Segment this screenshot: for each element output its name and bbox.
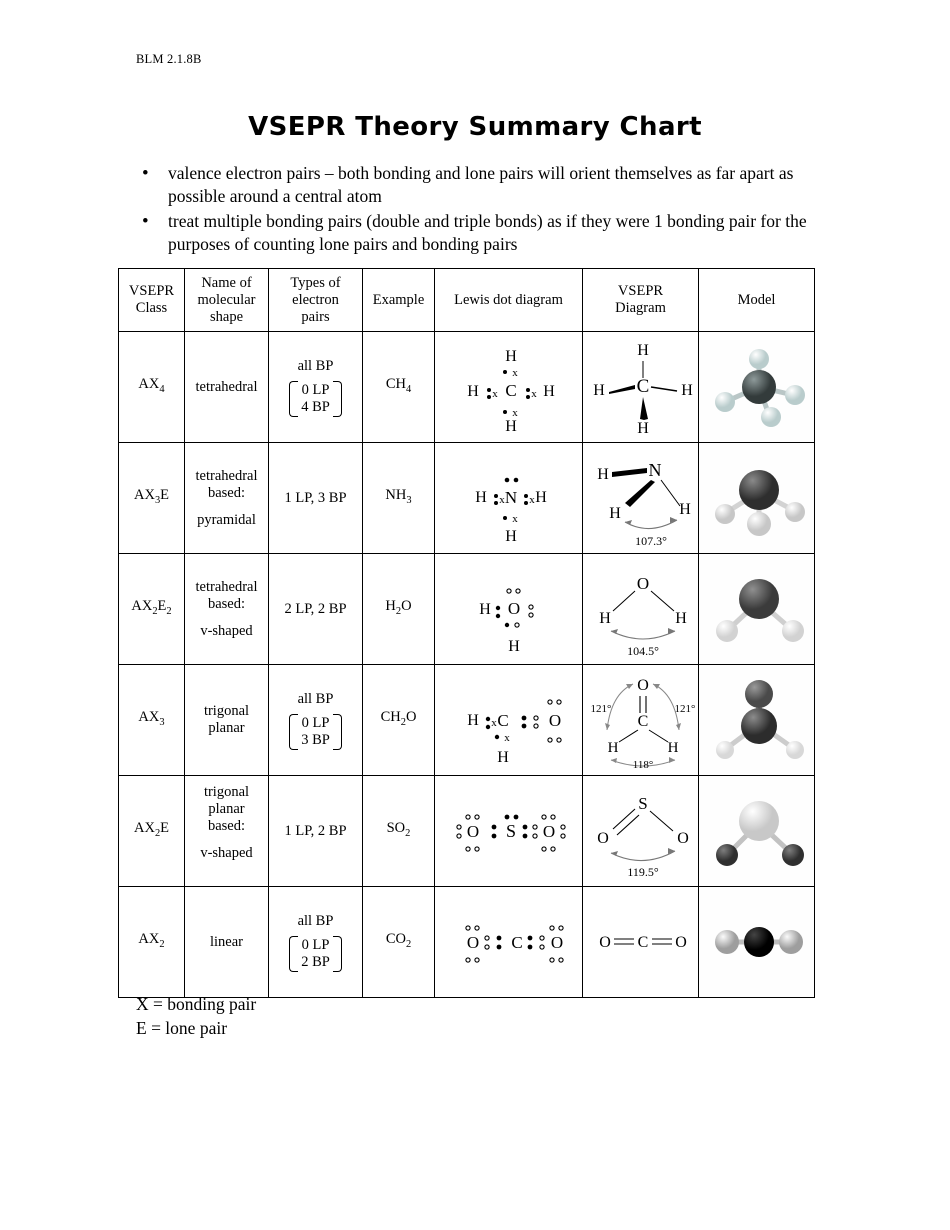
class-sub: 2	[159, 938, 165, 950]
column-header-model	[699, 269, 815, 332]
pairs-bracket	[288, 381, 343, 417]
class-base: AX	[138, 709, 160, 726]
svg-text:H: H	[535, 489, 547, 506]
class-sub: 3	[159, 716, 165, 728]
atom-label: H	[597, 466, 609, 483]
cell-shape-name	[185, 443, 269, 554]
shape-line: based:	[207, 484, 246, 501]
svg-text:x: x	[499, 494, 505, 506]
class-sub: 2	[152, 605, 158, 617]
cell-electron-pairs	[269, 665, 363, 776]
bond-angle-label: 104.5°	[627, 644, 659, 658]
bracket-line: 0 LP	[301, 936, 330, 953]
header-line: molecular	[197, 291, 256, 308]
atom-label: H	[667, 740, 679, 756]
page-title: VSEPR Theory Summary Chart	[248, 112, 702, 142]
class-sub: 3	[154, 494, 161, 506]
atom-label: O	[675, 934, 687, 951]
atom-label: O	[599, 934, 611, 951]
cell-electron-pairs	[269, 554, 363, 665]
blm-code-label: BLM 2.1.8B	[136, 52, 202, 66]
pairs-label: 2 LP, 2 BP	[284, 600, 347, 617]
shape-line: tetrahedral	[195, 578, 258, 595]
cell-model	[699, 554, 815, 665]
cell-example-formula	[363, 887, 435, 998]
svg-text:H: H	[543, 383, 555, 400]
svg-text:x: x	[529, 494, 535, 506]
header-line: Name of	[201, 274, 252, 291]
atom-label: H	[681, 382, 693, 399]
header-line: pairs	[301, 308, 330, 325]
lewis-diagram-so2	[437, 779, 585, 883]
svg-text:N: N	[504, 488, 518, 507]
svg-text:H: H	[505, 348, 517, 365]
svg-text:x: x	[491, 717, 497, 729]
ball-stick-model-h2o	[701, 557, 817, 661]
ball-stick-model-nh3	[701, 446, 817, 550]
column-header-electron-pairs	[269, 269, 363, 332]
ball-stick-model-co2	[701, 890, 817, 994]
shape-line: trigonal	[203, 703, 250, 719]
bracket-line: 2 BP	[301, 953, 330, 970]
cell-lewis-dot-diagram	[435, 332, 583, 443]
column-header-vsepr-class	[119, 269, 185, 332]
class-tail: E	[160, 487, 170, 504]
cell-shape-name	[185, 332, 269, 443]
bullet-text: treat multiple bonding pairs (double and triple bonds) as if they were 1 bonding pair for the purposes of counting lone pairs and bonding pairs	[168, 211, 807, 254]
atom-label: H	[607, 740, 619, 756]
central-atom-label: C	[637, 713, 649, 730]
cell-electron-pairs	[269, 332, 363, 443]
class-tail: E	[160, 820, 170, 837]
formula-base: H	[385, 598, 396, 615]
cell-electron-pairs	[269, 443, 363, 554]
class-base: AX	[138, 376, 160, 393]
svg-text:x: x	[531, 388, 537, 400]
table-header-row	[119, 269, 815, 332]
atom-label: H	[637, 420, 649, 437]
header-line: VSEPR	[128, 283, 175, 299]
atom-label: H	[675, 610, 687, 627]
cell-vsepr-class	[119, 443, 185, 554]
bracket-line: 0 LP	[301, 714, 330, 731]
atom-label: H	[599, 610, 611, 627]
intro-bullet-list	[136, 162, 816, 258]
column-header-lewis-dot-diagram	[435, 269, 583, 332]
class-tail: E	[157, 598, 167, 615]
central-atom-label: N	[648, 460, 662, 480]
central-atom-label: O	[636, 574, 650, 593]
ball-stick-model-so2	[701, 779, 817, 883]
shape-line: planar	[208, 801, 245, 817]
svg-text:O: O	[466, 822, 480, 841]
bracket-line: 0 LP	[301, 381, 330, 398]
svg-text:O: O	[548, 711, 562, 730]
bullet-text: valence electron pairs – both bonding and lone pairs will orient themselves as far apart as possible around a central atom	[168, 163, 794, 206]
bond-angle-label: 121°	[590, 703, 612, 715]
cell-example-formula	[363, 554, 435, 665]
bullet-marker-icon: •	[142, 163, 149, 184]
legend-line-lone-pair: E = lone pair	[136, 1018, 228, 1038]
cell-lewis-dot-diagram	[435, 887, 583, 998]
legend-block	[136, 992, 256, 1040]
bond-angle-label: 121°	[674, 703, 696, 715]
central-atom-label: S	[638, 794, 648, 813]
column-header-vsepr-diagram	[583, 269, 699, 332]
vsepr-diagram-nh3	[585, 446, 701, 550]
cell-lewis-dot-diagram	[435, 443, 583, 554]
class-base: AX	[138, 931, 160, 948]
formula-tail: O	[405, 709, 417, 726]
pairs-label: all BP	[297, 357, 334, 374]
cell-shape-name	[185, 665, 269, 776]
cell-model	[699, 443, 815, 554]
cell-vsepr-diagram	[583, 665, 699, 776]
header-line: shape	[209, 308, 243, 325]
list-item	[136, 210, 816, 256]
table-row	[119, 665, 815, 776]
cell-vsepr-diagram	[583, 776, 699, 887]
table-row	[119, 776, 815, 887]
formula-base: NH	[385, 487, 407, 504]
svg-text:H: H	[497, 749, 509, 766]
pairs-bracket	[288, 714, 343, 750]
class-base: AX	[131, 598, 153, 615]
cell-lewis-dot-diagram	[435, 665, 583, 776]
cell-model	[699, 776, 815, 887]
bond-angle-label: 107.3°	[635, 534, 667, 548]
table-row	[119, 443, 815, 554]
vsepr-diagram-ch4	[585, 335, 701, 439]
cell-example-formula	[363, 776, 435, 887]
bond-angle-label: 119.5°	[627, 865, 659, 879]
header-line: Diagram	[615, 300, 666, 316]
bullet-marker-icon: •	[142, 211, 149, 232]
atom-label: O	[677, 830, 689, 847]
header-line: Model	[737, 291, 776, 308]
svg-text:x: x	[512, 407, 518, 419]
svg-text:x: x	[492, 388, 498, 400]
svg-text:O: O	[542, 822, 556, 841]
cell-vsepr-class	[119, 665, 185, 776]
formula-sub: 2	[400, 716, 406, 728]
central-atom-label: C	[637, 934, 649, 951]
formula-sub: 2	[405, 827, 411, 839]
class-sub: 2	[154, 827, 161, 839]
cell-electron-pairs	[269, 776, 363, 887]
class-base: AX	[133, 487, 155, 504]
table-row	[119, 332, 815, 443]
formula-sub: 3	[406, 494, 412, 506]
svg-text:H: H	[475, 489, 487, 506]
cell-shape-name	[185, 887, 269, 998]
cell-model	[699, 332, 815, 443]
svg-text:S: S	[505, 821, 517, 841]
svg-text:x: x	[512, 513, 518, 525]
lewis-diagram-h2o	[437, 557, 585, 661]
lewis-diagram-ch2o	[437, 668, 585, 772]
cell-electron-pairs	[269, 887, 363, 998]
cell-vsepr-diagram	[583, 332, 699, 443]
bracket-line: 4 BP	[301, 398, 330, 415]
list-item	[136, 162, 816, 208]
pairs-bracket	[288, 936, 343, 972]
shape-line: planar	[208, 720, 245, 736]
svg-text:C: C	[511, 933, 523, 952]
vsepr-diagram-ch2o	[585, 668, 701, 772]
table-row	[119, 554, 815, 665]
vsepr-diagram-h2o	[585, 557, 701, 661]
cell-vsepr-class	[119, 887, 185, 998]
shape-line: based:	[207, 595, 246, 612]
svg-text:H: H	[467, 712, 479, 729]
formula-base: CH	[380, 709, 401, 726]
header-line: electron	[292, 291, 339, 308]
pairs-label: 1 LP, 2 BP	[284, 822, 347, 839]
cell-vsepr-diagram	[583, 887, 699, 998]
vsepr-diagram-co2	[585, 890, 701, 994]
atom-label: H	[593, 382, 605, 399]
class-base: AX	[133, 820, 155, 837]
formula-base: CH	[385, 376, 406, 393]
atom-label: O	[597, 830, 609, 847]
shape-line: based:	[207, 818, 246, 834]
shape-line: v-shaped	[200, 845, 253, 861]
cell-shape-name	[185, 554, 269, 665]
shape-line: linear	[209, 933, 243, 950]
class-tail-sub: 2	[166, 605, 172, 617]
lewis-diagram-nh3	[437, 446, 585, 550]
vsepr-diagram-so2	[585, 779, 701, 883]
svg-text:H: H	[467, 383, 479, 400]
header-line: Class	[135, 300, 168, 316]
svg-text:H: H	[479, 601, 491, 618]
svg-text:H: H	[505, 528, 517, 545]
legend-line-bonding-pair: X = bonding pair	[136, 994, 257, 1014]
atom-label: H	[637, 342, 649, 359]
atom-label: H	[679, 501, 691, 518]
shape-line: tetrahedral	[195, 378, 258, 395]
svg-text:H: H	[508, 638, 520, 655]
header-line: Lewis dot diagram	[454, 291, 563, 308]
lewis-diagram-co2	[437, 890, 585, 994]
formula-base: SO	[386, 820, 406, 837]
svg-text:C: C	[505, 381, 517, 400]
svg-text:O: O	[550, 933, 564, 952]
shape-line: tetrahedral	[195, 467, 258, 484]
header-line: Types of	[290, 274, 341, 291]
cell-vsepr-class	[119, 554, 185, 665]
svg-text:O: O	[466, 933, 480, 952]
cell-example-formula	[363, 665, 435, 776]
header-line: Example	[372, 291, 425, 308]
formula-base: CO	[385, 931, 406, 948]
pairs-label: 1 LP, 3 BP	[284, 489, 347, 506]
table-row	[119, 887, 815, 998]
svg-text:x: x	[504, 732, 510, 744]
cell-example-formula	[363, 443, 435, 554]
cell-lewis-dot-diagram	[435, 776, 583, 887]
cell-shape-name	[185, 776, 269, 887]
column-header-example	[363, 269, 435, 332]
lewis-diagram-ch4	[437, 335, 585, 439]
bracket-line: 3 BP	[301, 731, 330, 748]
bond-angle-label: 118°	[632, 759, 654, 771]
svg-text:x: x	[512, 367, 518, 379]
pairs-label: all BP	[297, 912, 334, 929]
shape-line: trigonal	[203, 784, 250, 800]
atom-label: O	[637, 677, 649, 694]
atom-label: H	[609, 505, 621, 522]
cell-lewis-dot-diagram	[435, 554, 583, 665]
cell-vsepr-class	[119, 332, 185, 443]
ball-stick-model-ch2o	[701, 668, 817, 772]
cell-vsepr-diagram	[583, 554, 699, 665]
formula-tail: O	[401, 598, 412, 615]
formula-sub: 4	[405, 383, 412, 395]
svg-text:O: O	[507, 599, 521, 618]
shape-line: pyramidal	[197, 511, 256, 528]
vsepr-summary-table	[118, 268, 815, 998]
header-line: VSEPR	[617, 283, 664, 299]
formula-sub: 2	[395, 605, 402, 617]
svg-text:H: H	[505, 418, 517, 435]
cell-example-formula	[363, 332, 435, 443]
pairs-label: all BP	[297, 690, 334, 707]
ball-stick-model-ch4	[701, 335, 817, 439]
cell-model	[699, 887, 815, 998]
column-header-shape-name	[185, 269, 269, 332]
class-sub: 4	[159, 383, 165, 395]
svg-text:C: C	[497, 711, 509, 730]
shape-line: v-shaped	[200, 622, 253, 639]
cell-model	[699, 665, 815, 776]
central-atom-label: C	[636, 376, 650, 397]
cell-vsepr-class	[119, 776, 185, 887]
cell-vsepr-diagram	[583, 443, 699, 554]
formula-sub: 2	[405, 938, 412, 950]
